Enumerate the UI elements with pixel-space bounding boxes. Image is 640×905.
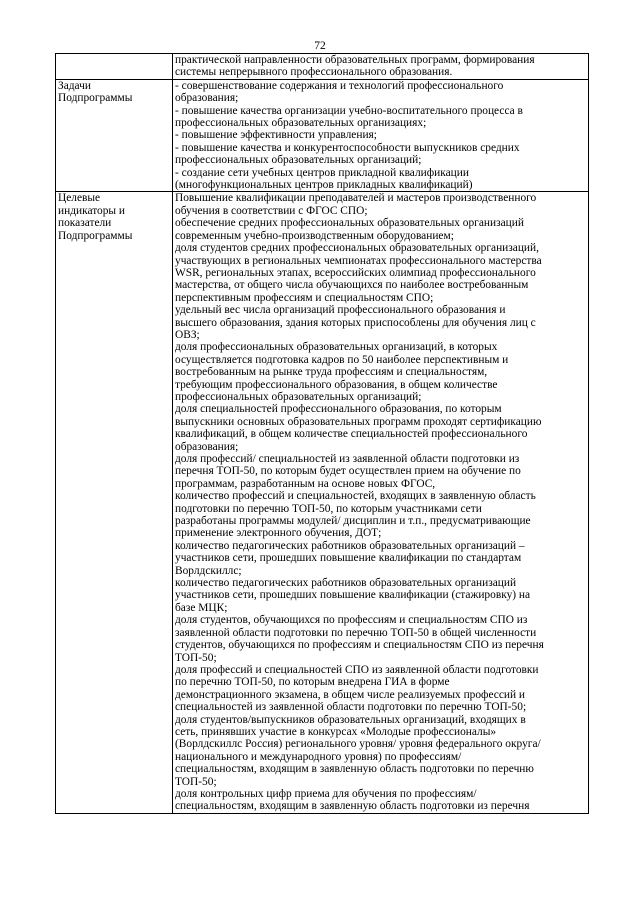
row-content-line: WSR, региональных этапах, всероссийских олимпиад профессионального xyxy=(175,266,536,279)
row-content-line: студентов, обучающихся по профессиям и специальностям СПО из перечня xyxy=(175,639,544,652)
row-content-line: требующим профессионального образования, в общем количестве xyxy=(175,378,498,391)
row-content-line: применение электронного обучения, ДОТ; xyxy=(175,527,382,540)
row-label-line: Целевые xyxy=(58,192,101,205)
row-content-line: выпускники основных образовательных программ проходят сертификацию xyxy=(175,415,542,428)
row-content-line: по перечню ТОП-50, по которым внедрена ГИА в форме xyxy=(175,676,450,689)
row-content-line: - повышение качества организации учебно-воспитательного процесса в xyxy=(175,104,523,117)
row-content-line: Ворлдскиллс; xyxy=(175,564,242,577)
row-content-line: доля контрольных цифр приема для обучения по профессиям/ xyxy=(175,787,477,800)
row-content-line: профессиональных образовательных организациях; xyxy=(175,117,427,130)
row-content-line: специальностям, входящим в заявленную область подготовки по перечню xyxy=(175,763,534,776)
row-label-line: Задачи xyxy=(58,79,91,92)
row-content-line: - повышение качества и конкурентоспособности выпускников средних xyxy=(175,141,520,154)
row-content-line: базе МЦК; xyxy=(175,601,228,614)
row-content-line: количество педагогических работников образовательных организаций – xyxy=(175,539,525,552)
page-number: 72 xyxy=(314,40,326,52)
table-body xyxy=(56,54,589,814)
row-content-line: подготовки по перечню ТОП-50, по которым участниками сети xyxy=(175,502,482,515)
row-content-line: участников сети, прошедших повышение квалификации (стажировку) на xyxy=(175,589,531,602)
row-content-line: специальностям, входящим в заявленную область подготовки из перечня xyxy=(175,800,530,813)
row-content-line: количество педагогических работников образовательных организаций xyxy=(175,577,517,590)
row-content-line: профессиональных образовательных организаций; xyxy=(175,154,422,167)
row-content-line: высшего образования, здания которых приспособлены для обучения лиц с xyxy=(175,316,536,329)
row-content-line: перспективным профессиям и специальностям СПО; xyxy=(175,291,434,304)
row-content-line: ОВЗ; xyxy=(175,328,200,341)
row-content-line: доля специальностей профессионального образования, по которым xyxy=(175,403,502,416)
row-content-line: обучения в соответствии с ФГОС СПО; xyxy=(175,204,368,217)
row-content-line: образования; xyxy=(175,92,239,105)
row-content-line: обеспечение средних профессиональных образовательных организаций xyxy=(175,217,524,230)
row-content-cell xyxy=(173,192,589,813)
row-content-line: доля профессий и специальностей СПО из заявленной области подготовки xyxy=(175,663,539,676)
row-content-line: ТОП-50; xyxy=(175,775,217,788)
row-content-line: перечня ТОП-50, по которым будет осуществлен прием на обучение по xyxy=(175,465,521,478)
row-content-line: востребованным на рынке труда профессиям и специальностям, xyxy=(175,366,488,379)
row-content-line: современным учебно-производственным оборудованием; xyxy=(175,229,454,242)
row-content-line: участвующих в региональных чемпионатах профессионального мастерства xyxy=(175,254,542,267)
row-content-line: национального и международного уровня) по профессиям/ xyxy=(175,750,462,763)
row-content-line: квалификаций, в общем количестве специальностей профессионального xyxy=(175,428,528,441)
row-content-line: профессиональных образовательных организаций; xyxy=(175,390,422,403)
row-content-line: осуществляется подготовка кадров по 50 наиболее перспективным и xyxy=(175,353,509,366)
row-content-line: доля студентов/выпускников образовательных организаций, входящих в xyxy=(175,713,526,726)
row-content-line: заявленной области подготовки по перечню ТОП-50 в общей численности xyxy=(175,626,537,639)
table-row xyxy=(56,79,589,192)
row-content-line: системы непрерывного профессионального образования. xyxy=(175,66,453,79)
row-content-line: разработаны программы модулей/ дисциплин и т.п., предусматривающие xyxy=(175,515,531,528)
row-content-line: количество профессий и специальностей, входящих в заявленную область xyxy=(175,490,536,503)
row-label-cell xyxy=(56,79,173,192)
row-content-line: - совершенствование содержания и технологий профессионального xyxy=(175,79,504,92)
row-content-line: ТОП-50; xyxy=(175,651,217,664)
row-content-line: программам, разработанным на основе новых ФГОС, xyxy=(175,477,436,490)
row-content-line: доля профессий/ специальностей из заявленной области подготовки из xyxy=(175,453,520,465)
row-label-line: Подпрограммы xyxy=(58,229,133,242)
row-content-line: демонстрационного экзамена, в общем числе реализуемых профессий и xyxy=(175,688,526,701)
program-table xyxy=(55,53,589,814)
row-content-cell xyxy=(173,79,589,192)
table-row xyxy=(56,54,589,80)
row-content-line: Повышение квалификации преподавателей и мастеров производственного xyxy=(175,192,537,205)
row-content-line: удельный вес числа организаций профессионального образования и xyxy=(175,304,506,317)
row-label-cell xyxy=(56,192,173,813)
row-label-line: Подпрограммы xyxy=(58,92,133,105)
row-content-line: доля студентов средних профессиональных образовательных организаций, xyxy=(175,242,539,255)
row-content-line: - создание сети учебных центров прикладной квалификации xyxy=(175,166,469,179)
row-content-line: специальностей из заявленной области подготовки по перечню ТОП-50; xyxy=(175,701,527,714)
table-row xyxy=(56,192,589,813)
row-content-line: мастерства, от общего числа обучающихся по наиболее востребованным xyxy=(175,279,529,292)
row-content-cell xyxy=(173,54,589,80)
row-label-line: показатели xyxy=(58,217,112,230)
row-content-line: - повышение эффективности управления; xyxy=(175,129,377,142)
row-label-line: индикаторы и xyxy=(58,204,126,217)
row-content-line: участников сети, прошедших повышение квалификации по стандартам xyxy=(175,552,522,565)
row-label-cell xyxy=(56,54,173,80)
row-content-line: (Ворлдскиллс Россия) регионального уровня/ уровня федерального округа/ xyxy=(175,738,541,751)
row-content-line: сеть, принявших участие в конкурсах «Молодые профессионалы» xyxy=(175,725,497,738)
row-content-line: практической направленности образовательных программ, формирования xyxy=(175,54,535,66)
row-content-line: (многофункциональных центров прикладных квалификаций) xyxy=(175,179,473,192)
row-content-line: доля профессиональных образовательных организаций, в которых xyxy=(175,341,498,354)
row-content-line: образования; xyxy=(175,440,239,453)
row-content-line: доля студентов, обучающихся по профессиям и специальностям СПО из xyxy=(175,614,528,627)
